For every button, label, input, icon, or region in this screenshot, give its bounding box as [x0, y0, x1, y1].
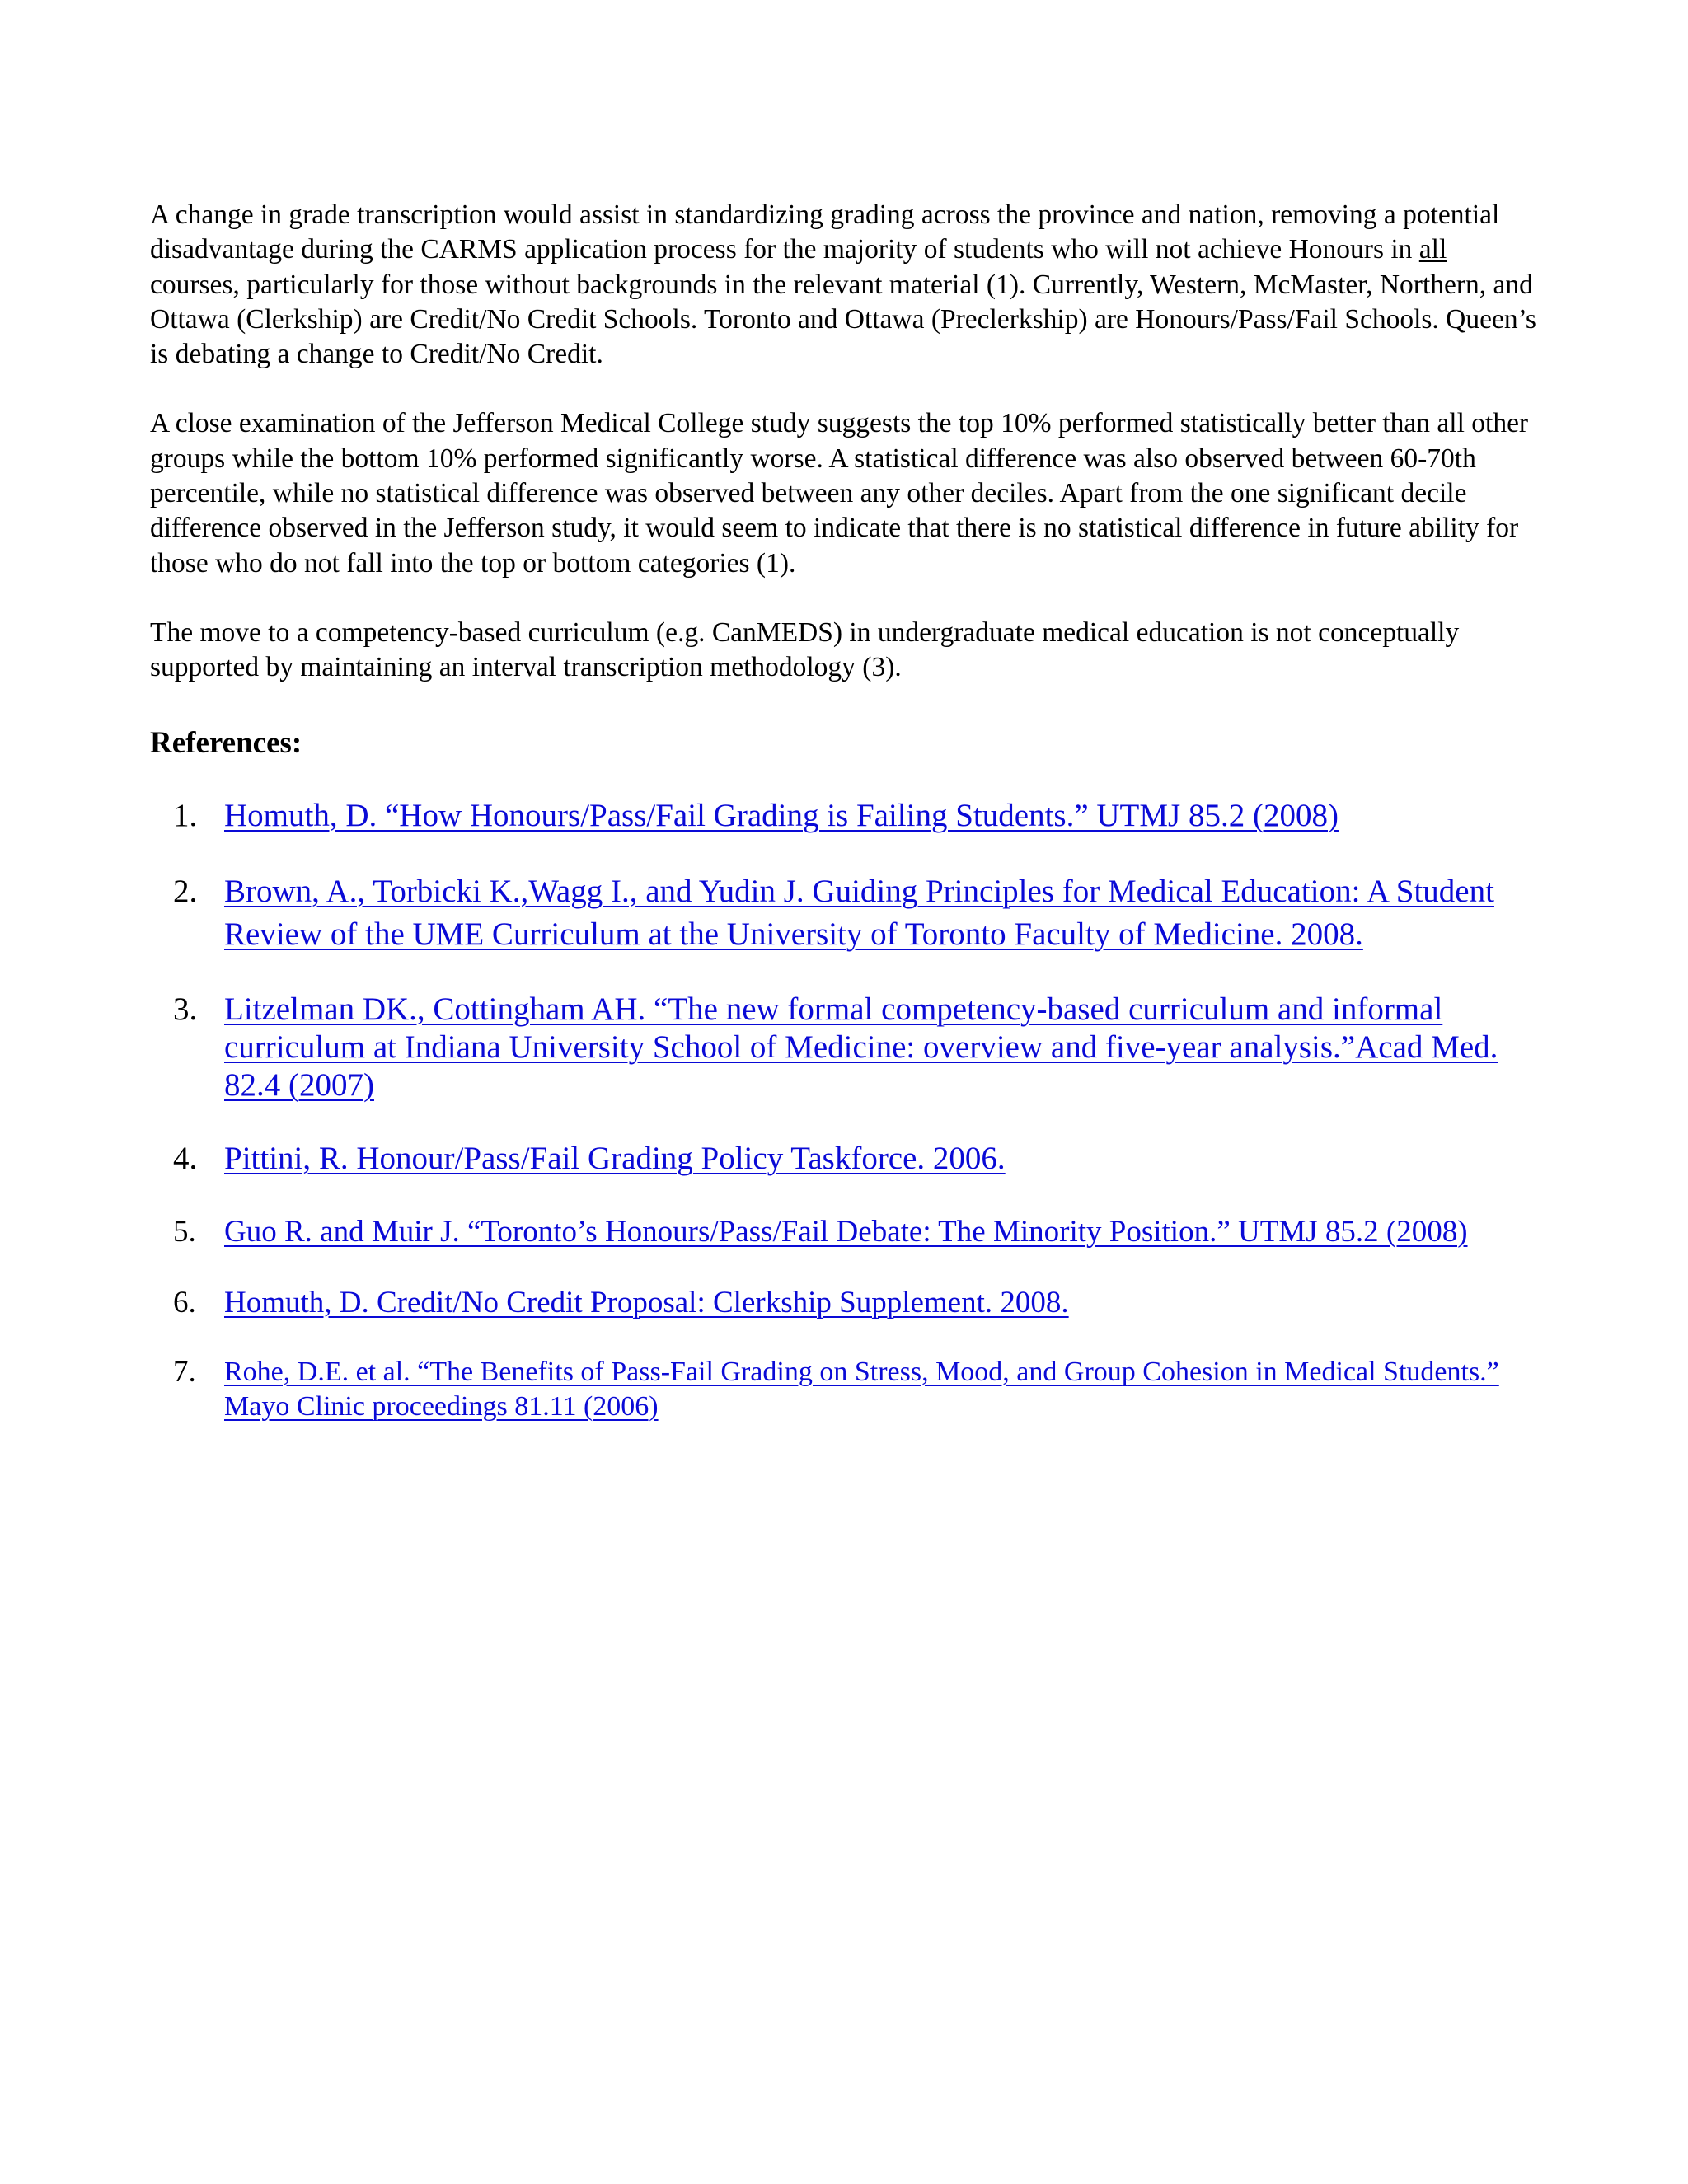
references-heading: References:: [150, 725, 302, 760]
reference-number: 1.: [173, 797, 198, 833]
reference-link-4[interactable]: Pittini, R. Honour/Pass/Fail Grading Policy Taskforce. 2006.: [224, 1140, 1006, 1176]
reference-link-5[interactable]: Guo R. and Muir J. “Toronto’s Honours/Pass/Fail Debate: The Minority Position.” UTMJ 85.2 (2008): [224, 1214, 1468, 1249]
references-list: [150, 794, 1543, 1424]
paragraph-competency-curriculum: The move to a competency-based curriculum (e.g. CanMEDS) in undergraduate medical education is not conceptually supported by maintaining an interval transcription methodology (3).: [150, 616, 1460, 683]
reference-number: 2.: [173, 873, 198, 909]
reference-item-5: [150, 1213, 1543, 1251]
paragraph-grade-transcription: [150, 198, 1543, 372]
reference-link-1[interactable]: Homuth, D. “How Honours/Pass/Fail Grading is Failing Students.” UTMJ 85.2 (2008): [224, 797, 1339, 833]
reference-item-1: [150, 794, 1543, 837]
paragraph-jefferson-study: A close examination of the Jefferson Medical College study suggests the top 10% performed statistically better than all other groups while the bottom 10% performed significantly worse. A statistical difference was also observed between 60-70th percentile, while no statistical difference was observed between any other deciles. Apart from the one significant decile difference observed in the Jefferson study, it would seem to indicate that there is no statistical difference in future ability for those who do not fall into the top or bottom categories (1).: [150, 408, 1529, 579]
reference-item-2: [150, 870, 1543, 956]
reference-number: 3.: [173, 991, 198, 1027]
reference-link-7[interactable]: Rohe, D.E. et al. “The Benefits of Pass-Fail Grading on Stress, Mood, and Group Cohesion in Medical Students.” Mayo Clinic proceedings 81.11 (2006): [224, 1356, 1499, 1422]
paragraph-1-text-a: A change in grade transcription would assist in standardizing grading across the province and nation, removing a potential disadvantage during the CARMS application process for the majority of students who will not achieve Honours in: [150, 199, 1500, 265]
reference-number: 4.: [173, 1140, 198, 1176]
underlined-word-all: all: [1418, 234, 1447, 265]
reference-item-4: [150, 1137, 1543, 1180]
document-page: [150, 198, 1543, 1424]
reference-link-2[interactable]: Brown, A., Torbicki K.,Wagg I., and Yudin J. Guiding Principles for Medical Education: A Student Review of the UME Curriculum at the University of Toronto Faculty of Medicine. 2008.: [224, 873, 1494, 952]
reference-link-3[interactable]: Litzelman DK., Cottingham AH. “The new formal competency-based curriculum and informal curriculum at Indiana University School of Medicine: overview and five-year analysis.”Acad Med. 82.4 (2007): [224, 991, 1498, 1103]
reference-item-6: [150, 1284, 1543, 1322]
paragraph-1-text-b: courses, particularly for those without backgrounds in the relevant material (1). Currently, Western, McMaster, Northern, and Ottawa (Clerkship) are Credit/No Credit Schools. Toronto and Ottawa (Preclerkship) are Honours/Pass/Fail Schools. Queen’s is debating a change to Credit/No Credit.: [150, 269, 1536, 370]
reference-item-7: [150, 1355, 1543, 1424]
reference-link-6[interactable]: Homuth, D. Credit/No Credit Proposal: Clerkship Supplement. 2008.: [224, 1285, 1069, 1319]
reference-number: 7.: [173, 1354, 196, 1389]
reference-number: 6.: [173, 1285, 196, 1319]
reference-number: 5.: [173, 1214, 196, 1249]
reference-item-3: [150, 991, 1543, 1104]
